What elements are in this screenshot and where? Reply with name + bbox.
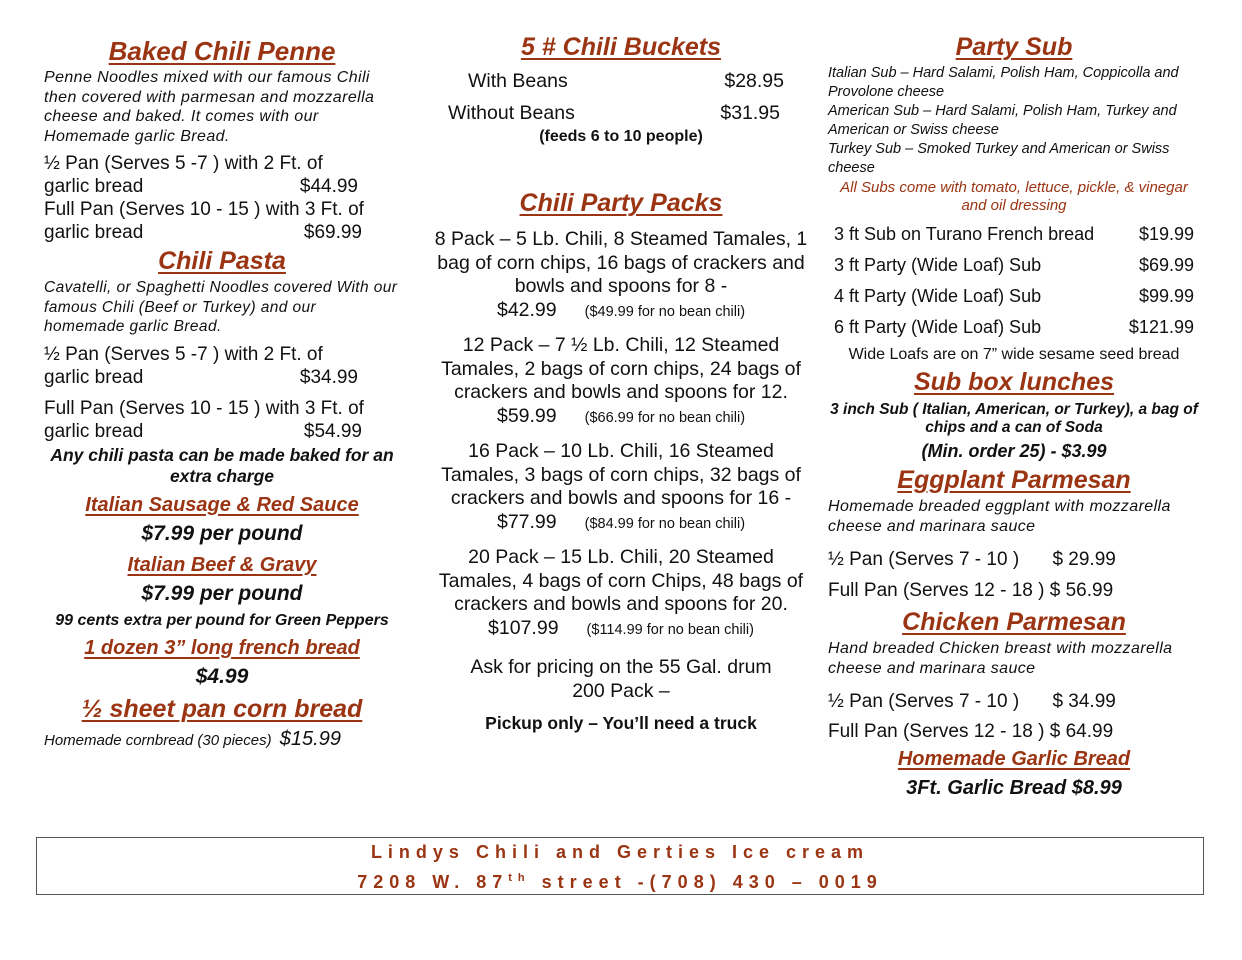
italian-sausage-title: Italian Sausage & Red Sauce xyxy=(85,493,359,516)
chicken-desc: Hand breaded Chicken breast with mozzarella cheese and marinara sauce xyxy=(828,640,1173,677)
green-peppers-note: 99 cents extra per pound for Green Peppers xyxy=(55,611,389,629)
sub-size-row xyxy=(828,312,1200,343)
chili-buckets-title: 5 # Chili Buckets xyxy=(520,33,722,61)
column-middle xyxy=(432,30,810,733)
sub-size-price: $99.99 xyxy=(1138,286,1194,306)
wide-loaf-note: Wide Loafs are on 7” wide sesame seed bread xyxy=(848,346,1180,363)
chicken-half-price: $ 34.99 xyxy=(1052,691,1116,712)
baked-chili-penne-desc: Penne Noodles mixed with our famous Chili then covered with parmesan and mozzarella cheese and baked. It comes with our Homemade garlic Bread. xyxy=(44,69,375,145)
baked-chili-penne-title: Baked Chili Penne xyxy=(108,36,336,66)
american-sub-desc: American Sub – Hard Salami, Polish Ham, Turkey and American or Swiss cheese xyxy=(828,103,1177,138)
footer-address-b: street -(708) 430 – 0019 xyxy=(530,872,883,892)
pack-20-nobean: ($114.99 for no bean chili) xyxy=(586,621,754,638)
chili-pasta-title xyxy=(44,246,400,276)
eggplant-half-price: $ 29.99 xyxy=(1052,549,1116,570)
without-beans-price: $31.95 xyxy=(720,102,780,124)
footer-address xyxy=(37,872,1203,893)
column-right xyxy=(828,30,1200,805)
pasta-baked-note: Any chili pasta can be made baked for an extra charge xyxy=(50,444,394,486)
chili-pasta-title-text: Chili Pasta xyxy=(158,247,286,275)
eggplant-desc: Homemade breaded eggplant with mozzarella cheese and marinara sauce xyxy=(828,498,1171,535)
pack-16 xyxy=(432,440,810,536)
sub-size-label: 4 ft Party (Wide Loaf) Sub xyxy=(834,286,1042,306)
eggplant-half-label: ½ Pan (Serves 7 - 10 ) xyxy=(828,549,1020,570)
pack-16-text: 16 Pack – 10 Lb. Chili, 16 Steamed Tamales, 3 bags of corn chips, 32 bags of crackers and bowls and spoons for 16 - xyxy=(441,440,801,509)
baked-full-tail: garlic bread xyxy=(44,222,144,243)
pack-16-price: $77.99 xyxy=(496,510,557,533)
without-beans-label: Without Beans xyxy=(448,102,575,124)
baked-full-row xyxy=(44,221,400,244)
pack-8-nobean: ($49.99 for no bean chili) xyxy=(584,303,746,320)
italian-beef-price: $7.99 per pound xyxy=(141,581,303,605)
column-left xyxy=(44,28,400,754)
french-bread-price: $4.99 xyxy=(195,664,249,688)
eggplant-full-row: Full Pan (Serves 12 - 18 ) $ 56.99 xyxy=(828,580,1114,601)
baked-half-row xyxy=(44,175,400,198)
sub-size-row xyxy=(828,219,1200,250)
pack-20-price: $107.99 xyxy=(488,616,559,639)
sub-size-row xyxy=(828,281,1200,312)
turkey-sub-desc: Turkey Sub – Smoked Turkey and American or Swiss cheese xyxy=(828,141,1170,176)
sub-size-row xyxy=(828,250,1200,281)
footer-business-name: Lindys Chili and Gerties Ice cream xyxy=(370,842,870,862)
footer-address-sup: th xyxy=(508,872,531,884)
pasta-half-price: $34.99 xyxy=(299,366,358,388)
footer-box xyxy=(36,837,1204,895)
eggplant-half-row xyxy=(828,545,1200,575)
chili-pasta-desc: Cavatelli, or Spaghetti Noodles covered With our famous Chili (Beef or Turkey) and our homemade garlic Bread. xyxy=(44,279,398,335)
pack-8-price: $42.99 xyxy=(496,298,557,321)
italian-beef-title: Italian Beef & Gravy xyxy=(127,553,317,576)
garlic-bread-title: Homemade Garlic Bread xyxy=(897,748,1131,770)
pasta-half-row xyxy=(44,366,400,389)
eggplant-title: Eggplant Parmesan xyxy=(897,466,1131,494)
sub-size-label: 6 ft Party (Wide Loaf) Sub xyxy=(834,317,1042,337)
corn-bread-line xyxy=(44,726,400,754)
chicken-full-row: Full Pan (Serves 12 - 18 ) $ 64.99 xyxy=(828,721,1114,742)
with-beans-row xyxy=(432,64,810,98)
party-sub-title: Party Sub xyxy=(955,33,1073,61)
without-beans-row xyxy=(432,98,810,128)
pasta-full-price: $54.99 xyxy=(303,420,362,442)
sub-size-price: $69.99 xyxy=(1138,255,1194,275)
pickup-note: Pickup only – You’ll need a truck xyxy=(485,713,757,733)
french-bread-title: 1 dozen 3” long french bread xyxy=(84,636,360,659)
chicken-half-row xyxy=(828,687,1200,717)
feeds-note: (feeds 6 to 10 people) xyxy=(539,128,703,145)
with-beans-price: $28.95 xyxy=(724,70,784,92)
sub-box-min: (Min. order 25) - $3.99 xyxy=(921,441,1107,461)
garlic-bread-price: 3Ft. Garlic Bread $8.99 xyxy=(906,777,1122,799)
chili-party-packs-title: Chili Party Packs xyxy=(519,189,723,217)
baked-half-price: $44.99 xyxy=(299,176,358,197)
chicken-title: Chicken Parmesan xyxy=(902,608,1126,636)
sub-size-price: $19.99 xyxy=(1138,224,1194,244)
italian-sausage-price: $7.99 per pound xyxy=(141,521,303,545)
pack-12-price: $59.99 xyxy=(496,404,557,427)
corn-bread-title: ½ sheet pan corn bread xyxy=(81,694,363,723)
pasta-full-row xyxy=(44,420,400,443)
pack-8-text: 8 Pack – 5 Lb. Chili, 8 Steamed Tamales, 1 bag of corn chips, 16 bags of crackers and bowls and spoons for 8 - xyxy=(434,228,808,297)
pack-12 xyxy=(432,334,810,430)
pack-12-nobean: ($66.99 for no bean chili) xyxy=(584,409,746,426)
baked-half-tail: garlic bread xyxy=(44,176,144,197)
baked-full-label: Full Pan (Serves 10 - 15 ) with 3 Ft. of xyxy=(44,199,364,220)
sub-size-label: 3 ft Party (Wide Loaf) Sub xyxy=(834,255,1042,275)
pack-20 xyxy=(432,546,810,642)
with-beans-label: With Beans xyxy=(468,70,568,92)
drum-note: Ask for pricing on the 55 Gal. drum 200 Pack – xyxy=(470,656,772,702)
pasta-half-tail: garlic bread xyxy=(44,366,144,388)
baked-full-price: $69.99 xyxy=(303,222,362,243)
chicken-half-label: ½ Pan (Serves 7 - 10 ) xyxy=(828,691,1020,712)
sub-box-desc: 3 inch Sub ( Italian, American, or Turkey), a bag of chips and a can of Soda xyxy=(830,401,1198,436)
subs-note: All Subs come with tomato, lettuce, pickle, & vinegar and oil dressing xyxy=(840,179,1188,214)
pack-20-text: 20 Pack – 15 Lb. Chili, 20 Steamed Tamales, 4 bags of corn Chips, 48 bags of crackers and bowls and spoons for 20. xyxy=(438,546,804,615)
pasta-full-tail: garlic bread xyxy=(44,420,144,442)
baked-half-label: ½ Pan (Serves 5 -7 ) with 2 Ft. of xyxy=(44,153,323,174)
pasta-half-label: ½ Pan (Serves 5 -7 ) with 2 Ft. of xyxy=(44,343,323,365)
sub-size-price: $121.99 xyxy=(1128,317,1194,337)
pack-12-text: 12 Pack – 7 ½ Lb. Chili, 12 Steamed Tamales, 2 bags of corn chips, 24 bags of crackers and bowls and spoons for 12. xyxy=(441,334,801,403)
corn-bread-desc: Homemade cornbread (30 pieces) xyxy=(44,731,272,749)
footer-address-a: 7208 W. 87 xyxy=(357,872,509,892)
pack-8 xyxy=(432,228,810,324)
italian-sub-desc: Italian Sub – Hard Salami, Polish Ham, Coppicolla and Provolone cheese xyxy=(828,65,1179,100)
sub-box-title: Sub box lunches xyxy=(913,368,1115,396)
pasta-full-label: Full Pan (Serves 10 - 15 ) with 3 Ft. of xyxy=(44,397,364,419)
pack-16-nobean: ($84.99 for no bean chili) xyxy=(584,515,746,532)
corn-bread-price: $15.99 xyxy=(279,727,341,750)
sub-size-label: 3 ft Sub on Turano French bread xyxy=(834,224,1095,244)
